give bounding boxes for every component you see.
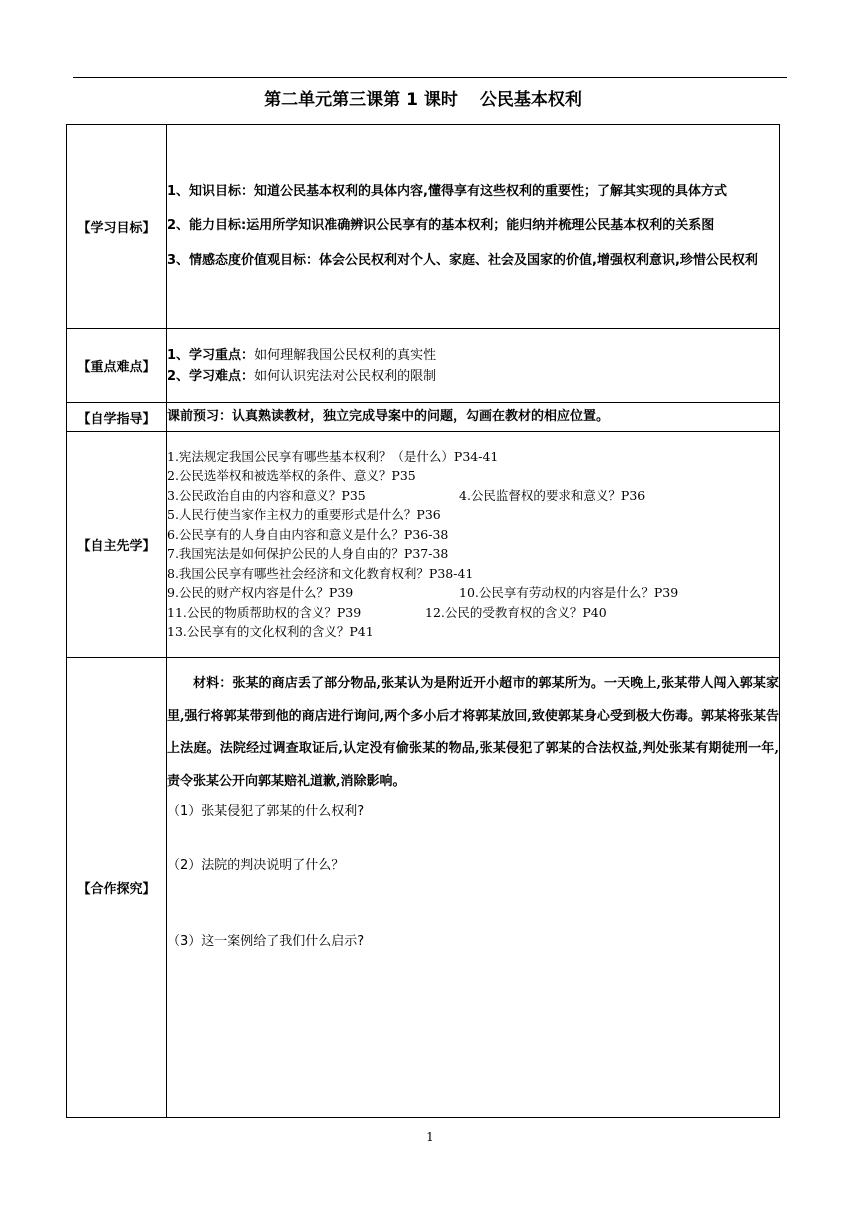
question-1: 1.宪法规定我国公民享有哪些基本权利？（是什么）P34-41 xyxy=(167,448,499,464)
goal-ability: 2、能力目标:运用所学知识准确辨识公民享有的基本权利；能归纳并梳理公民基本权利的关系图 xyxy=(167,218,715,234)
explore-question-1: （1）张某侵犯了郭某的什么权利? xyxy=(167,804,365,819)
explore-content xyxy=(167,658,780,1118)
row-goals xyxy=(67,125,780,329)
row-keypoints xyxy=(67,329,780,403)
keypoint-focus: 1、学习重点：如何理解我国公民权利的真实性 xyxy=(167,347,437,363)
page-title xyxy=(66,88,780,112)
title-sub: 公民基本权利 xyxy=(479,90,582,110)
goal-knowledge: 1、知识目标：知道公民基本权利的具体内容,懂得享有这些权利的重要性；了解其实现的具体方式 xyxy=(167,183,727,199)
question-2: 2.公民选举权和被选举权的条件、意义？P35 xyxy=(167,468,416,483)
title-main: 第二单元第三课第 1 课时 xyxy=(264,90,458,110)
question-4: 4.公民监督权的要求和意义？P36 xyxy=(459,487,646,503)
explore-question-2: （2）法院的判决说明了什么？ xyxy=(167,858,345,873)
case-material: 材料：张某的商店丢了部分物品,张某认为是附近开小超市的郭某所为。一天晚上,张某带人闯入郭某家里,强行将郭某带到他的商店进行询问,两个多小后才将郭某放回,致使郭某身心受到极大伤毒。郭某将张某告上法庭。法院经过调查取证后,认定没有偷张某的物品,张某侵犯了郭某的合法权益,判处张某有期徒刑一年,责令张某公开向郭某赔礼道歉,消除影响。 xyxy=(167,676,779,789)
question-8: 8.我国公民享有哪些社会经济和文化教育权利？P38-41 xyxy=(167,565,474,581)
question-12: 12.公民的受教育权的含义？P40 xyxy=(425,604,607,620)
question-13: 13.公民享有的文化权利的含义？P41 xyxy=(167,624,374,639)
row-explore xyxy=(67,658,780,1118)
question-6: 6.公民享有的人身自由内容和意义是什么？P36-38 xyxy=(167,526,449,542)
question-10: 10.公民享有劳动权的内容是什么？P39 xyxy=(459,585,679,600)
question-3: 3.公民政治自由的内容和意义？P35 xyxy=(167,487,366,503)
goal-attitude: 3、情感态度价值观目标：体会公民权利对个人、家庭、社会及国家的价值,增强权利意识,珍惜公民权利 xyxy=(167,252,758,268)
page-number: 1 xyxy=(426,1130,434,1144)
row-selfstudy xyxy=(67,432,780,658)
question-11: 11.公民的物质帮助权的含义？P39 xyxy=(167,604,362,620)
keypoint-difficulty: 2、学习难点：如何认识宪法对公民权利的限制 xyxy=(167,368,437,384)
keypoints-content xyxy=(167,329,780,403)
guide-label: 【自学指导】 xyxy=(67,403,167,432)
guide-text: 课前预习：认真熟读教材，独立完成导案中的问题，勾画在教材的相应位置。 xyxy=(167,409,610,424)
explore-question-3: （3）这一案例给了我们什么启示? xyxy=(167,934,365,949)
explore-label: 【合作探究】 xyxy=(67,658,167,1118)
lesson-plan-table xyxy=(66,124,780,1118)
keypoints-label: 【重点难点】 xyxy=(67,329,167,403)
row-guide xyxy=(67,403,780,432)
goals-label: 【学习目标】 xyxy=(67,125,167,329)
selfstudy-label: 【自主先学】 xyxy=(67,432,167,658)
goals-content xyxy=(167,125,780,329)
question-5: 5.人民行使当家作主权力的重要形式是什么？P36 xyxy=(167,507,441,522)
guide-content xyxy=(167,403,780,432)
selfstudy-content xyxy=(167,432,780,658)
header-rule xyxy=(73,77,787,78)
question-9: 9.公民的财产权内容是什么？P39 xyxy=(167,585,354,600)
question-7: 7.我国宪法是如何保护公民的人身自由的？P37-38 xyxy=(167,546,449,561)
